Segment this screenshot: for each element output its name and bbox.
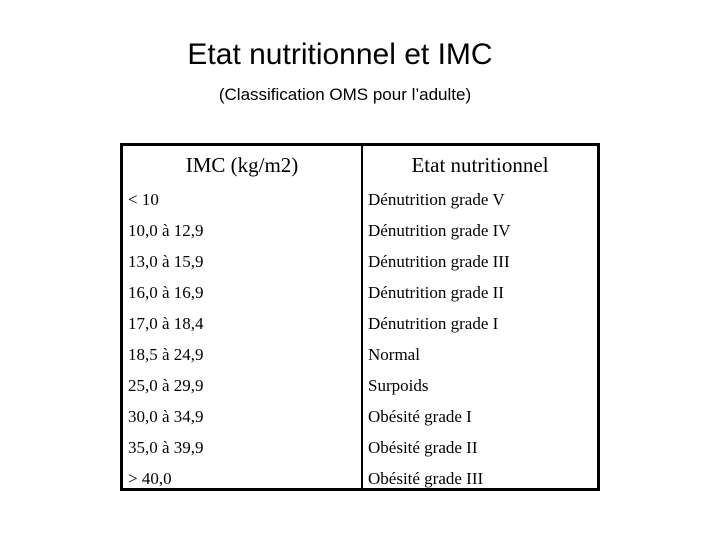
imc-range-cell: 35,0 à 39,9 [128,438,204,457]
imc-range-cell: 13,0 à 15,9 [128,252,204,271]
table-row [123,308,597,339]
table-row [123,215,597,246]
nutrition-status-cell: Obésité grade II [368,438,478,457]
column-header-imc: IMC (kg/m2) [185,153,299,177]
imc-range-cell: 30,0 à 34,9 [128,407,204,426]
imc-range-cell: 18,5 à 24,9 [128,345,204,364]
imc-range-cell: 17,0 à 18,4 [128,314,204,333]
nutrition-status-cell: Normal [368,345,420,364]
table-header-row [123,146,597,184]
table-row [123,184,597,215]
page-title: Etat nutritionnel et IMC [187,38,493,71]
column-header-etat: Etat nutritionnel [411,153,549,177]
nutrition-status-cell: Dénutrition grade IV [368,221,511,240]
nutrition-status-cell: Dénutrition grade II [368,283,504,302]
nutrition-status-cell: Obésité grade III [368,469,484,488]
nutrition-status-cell: Obésité grade I [368,407,472,426]
table-row [123,432,597,463]
table-row [123,370,597,401]
table-row [123,246,597,277]
table-row [123,401,597,432]
bmi-classification-table [120,143,600,491]
page-subtitle: (Classification OMS pour l’adulte) [218,85,472,104]
imc-range-cell: 16,0 à 16,9 [128,283,204,302]
imc-range-cell: 25,0 à 29,9 [128,376,204,395]
imc-range-cell: < 10 [128,190,159,209]
imc-range-cell: > 40,0 [128,469,172,488]
table-row [123,463,597,494]
nutrition-status-cell: Surpoids [368,376,429,395]
nutrition-status-cell: Dénutrition grade I [368,314,499,333]
table-body [123,184,597,494]
table-row [123,277,597,308]
nutrition-status-cell: Dénutrition grade III [368,252,510,271]
nutrition-status-cell: Dénutrition grade V [368,190,505,209]
table-row [123,339,597,370]
imc-range-cell: 10,0 à 12,9 [128,221,204,240]
